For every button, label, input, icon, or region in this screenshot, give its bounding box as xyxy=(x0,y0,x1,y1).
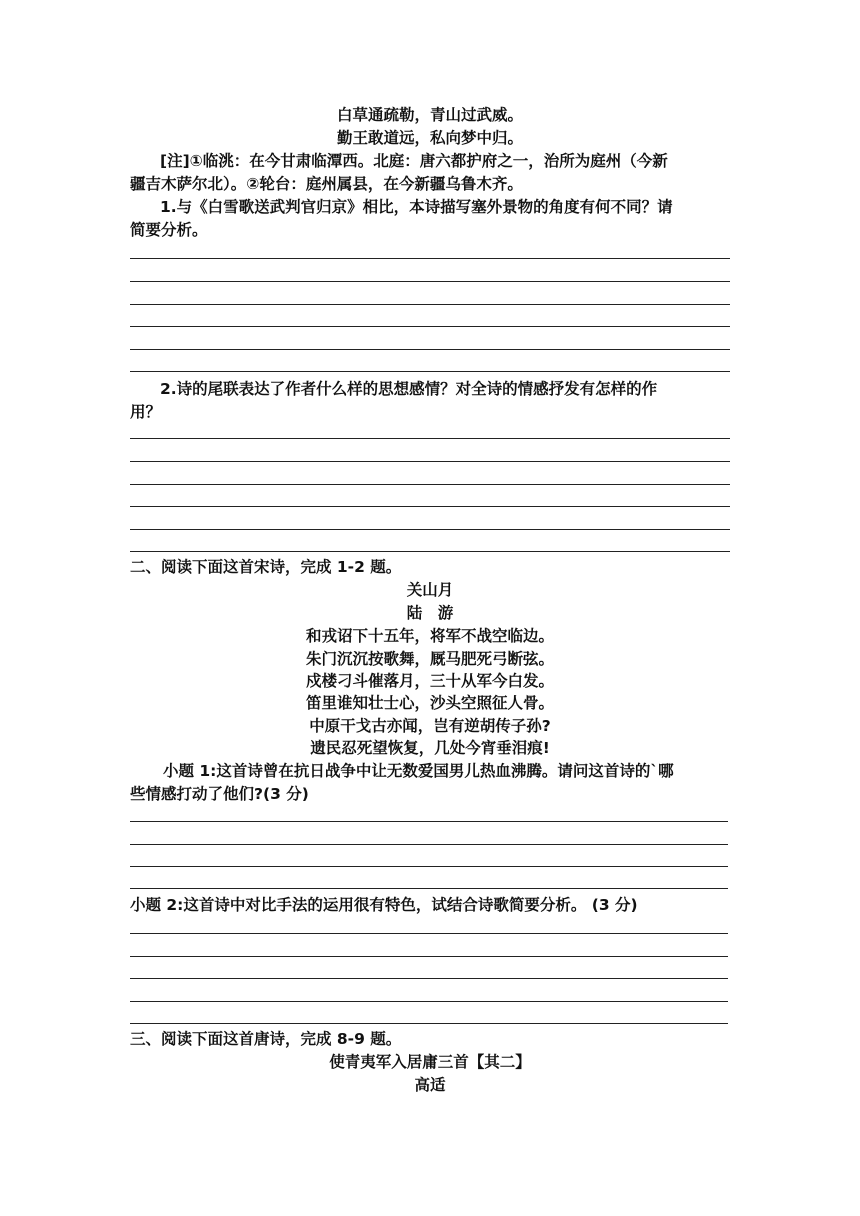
answer-line xyxy=(130,304,730,305)
poem-verse: 朱门沉沉按歌舞，厩马肥死弓断弦。 xyxy=(305,650,554,668)
question-2-text: 用？ xyxy=(130,403,162,421)
answer-line xyxy=(130,551,730,552)
answer-line xyxy=(130,933,728,934)
section-3-heading: 三、阅读下面这首唐诗，完成 8-9 题。 xyxy=(130,1030,402,1048)
poem-author: 高适 xyxy=(414,1076,446,1094)
poem-title: 关山月 xyxy=(406,581,454,599)
answer-line xyxy=(130,888,728,889)
poem-verse: 笛里谁知壮士心，沙头空照征人骨。 xyxy=(305,694,554,712)
answer-line xyxy=(130,844,728,845)
poem-author: 陆 游 xyxy=(406,604,454,622)
question-1-text: 简要分析。 xyxy=(130,221,208,239)
poem-line: 勤王敢道远，私向梦中归。 xyxy=(336,129,523,147)
answer-line xyxy=(130,461,730,462)
answer-line xyxy=(130,978,728,979)
subquestion-2-text: 小题 2:这首诗中对比手法的运用很有特色，试结合诗歌简要分析。 (3 分) xyxy=(130,896,638,914)
answer-line xyxy=(130,821,728,822)
poem-verse: 遗民忍死望恢复，几处今宵垂泪痕! xyxy=(310,739,550,757)
answer-line xyxy=(130,258,730,259)
answer-line xyxy=(130,956,728,957)
answer-line xyxy=(130,281,730,282)
answer-line xyxy=(130,1001,728,1002)
question-2-text: 2.诗的尾联表达了作者什么样的思想感情？对全诗的情感抒发有怎样的作 xyxy=(160,380,658,398)
answer-line xyxy=(130,438,730,439)
poem-verse: 和戎诏下十五年，将军不战空临边。 xyxy=(305,627,554,645)
subquestion-1-text: 小题 1:这首诗曾在抗日战争中让无数爱国男儿热血沸腾。请问这首诗的`哪 xyxy=(163,762,674,780)
answer-line xyxy=(130,1023,728,1024)
answer-line xyxy=(130,349,730,350)
answer-line xyxy=(130,326,730,327)
note-text: 疆吉木萨尔北）。②轮台：庭州属县，在今新疆乌鲁木齐。 xyxy=(130,175,523,193)
subquestion-1-text: 些情感打动了他们?(3 分) xyxy=(130,785,309,803)
answer-line xyxy=(130,866,728,867)
poem-title: 使青夷军入居庸三首【其二】 xyxy=(329,1053,531,1071)
poem-line: 白草通疏勒，青山过武威。 xyxy=(336,106,523,124)
answer-line xyxy=(130,484,730,485)
question-1-text: 1.与《白雪歌送武判官归京》相比，本诗描写塞外景物的角度有何不同？请 xyxy=(160,198,673,216)
poem-verse: 戍楼刁斗催落月，三十从军今白发。 xyxy=(305,672,554,690)
section-2-heading: 二、阅读下面这首宋诗，完成 1-2 题。 xyxy=(130,558,402,576)
answer-line xyxy=(130,371,730,372)
poem-verse: 中原干戈古亦闻，岂有逆胡传子孙? xyxy=(309,717,551,735)
answer-line xyxy=(130,529,730,530)
answer-line xyxy=(130,506,730,507)
note-text: [注]①临洮：在今甘肃临潭西。北庭：唐六都护府之一，治所为庭州（今新 xyxy=(160,152,668,170)
